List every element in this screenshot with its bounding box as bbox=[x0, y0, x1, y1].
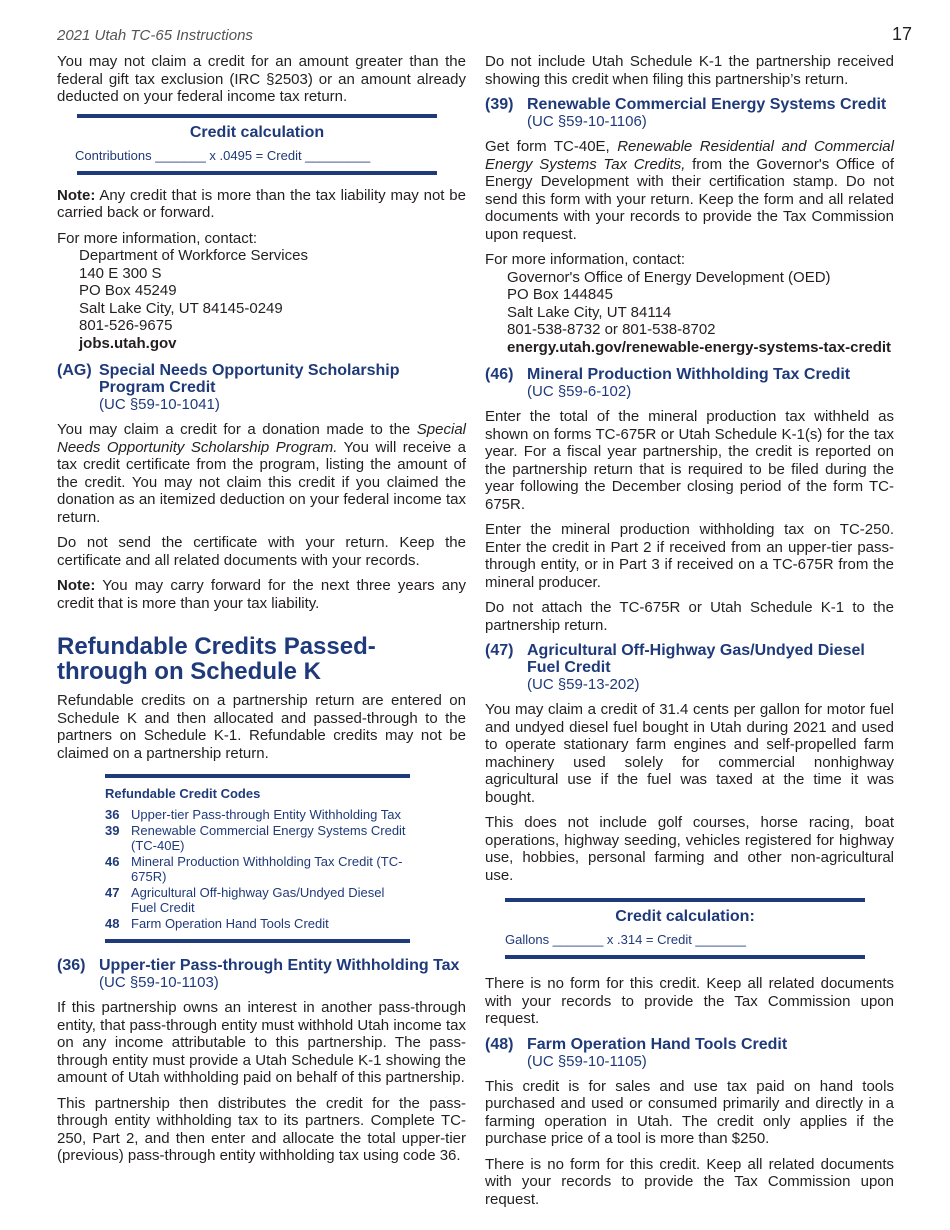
section-main-heading: Refundable Credits Passed-through on Schedule K bbox=[57, 633, 376, 685]
code-description: Agricultural Off-highway Gas/Undyed Diesel Fuel Credit bbox=[131, 884, 385, 915]
code-description: Mineral Production Withholding Tax Credit (TC-675R) bbox=[131, 853, 403, 884]
text-span: You will receive a tax credit certificate from the program, listing the amount of the credit. You may not claim this credit if you claimed the donation as an itemized deduction on your federal income tax return. bbox=[57, 438, 466, 526]
section-code: (47) bbox=[485, 642, 514, 659]
code-number: 47 bbox=[105, 884, 120, 900]
right-column bbox=[485, 53, 894, 1216]
section-title: Upper-tier Pass-through Entity Withholding Tax bbox=[99, 957, 460, 974]
contact-line: Salt Lake City, UT 84145-0249 bbox=[79, 299, 283, 317]
section-citation: (UC §59-10-1041) bbox=[99, 396, 220, 413]
note-text: Any credit that is more than the tax liability may not be carried back or forward. bbox=[57, 186, 466, 221]
contact-intro: For more information, contact: bbox=[57, 229, 258, 247]
section-title: Mineral Production Withholding Tax Credit bbox=[527, 366, 851, 383]
s46-paragraph-1: Enter the total of the mineral production tax withheld as shown on forms TC-675R or Utah Schedule K-1(s) for the tax year. For a fiscal year partnership, the credit is reported on the partnership return that is required to be filed during the year following the December closing period of the form TC-675R. bbox=[485, 408, 894, 513]
contact-line: Department of Workforce Services bbox=[79, 247, 308, 264]
section-title: Special Needs Opportunity Scholarship Program Credit bbox=[99, 362, 400, 396]
code-number: 46 bbox=[105, 853, 120, 869]
code-description: Upper-tier Pass-through Entity Withholding Tax bbox=[131, 807, 401, 822]
contact-block bbox=[79, 247, 466, 352]
code-row bbox=[105, 807, 410, 823]
s48-paragraph-2: There is no form for this credit. Keep all related documents with your records to provide the Tax Commission upon request. bbox=[485, 1155, 894, 1208]
section-title: Farm Operation Hand Tools Credit bbox=[527, 1035, 788, 1053]
section-code: (39) bbox=[485, 96, 514, 113]
section-code: (46) bbox=[485, 366, 514, 383]
section-heading-48 bbox=[485, 1036, 894, 1053]
intro-paragraph: Do not include Utah Schedule K-1 the partnership received showing this credit when filing this partnership’s return. bbox=[485, 53, 894, 88]
code-number: 39 bbox=[105, 822, 120, 838]
contact-website-link[interactable]: jobs.utah.gov bbox=[79, 334, 177, 352]
contact-line: 801-526-9675 bbox=[79, 317, 173, 334]
s36-paragraph-1: If this partnership owns an interest in another pass-through entity, that pass-through entity must withhold Utah income tax on any income attributable to this partnership. The pass-through entity must provide a Utah Schedule K-1 showing the amount of Utah withholding paid on behalf of this partnership. bbox=[57, 999, 466, 1086]
intro-paragraph: You may not claim a credit for an amount greater than the federal gift tax exclusion (IRC §2503) or an amount already deducted on your federal income tax return. bbox=[57, 53, 466, 105]
s46-paragraph-2: Enter the mineral production withholding tax on TC-250. Enter the credit in Part 2 if received from an upper-tier pass-through entity, or in Part 3 if received on a TC-675R from the mineral producer. bbox=[485, 521, 894, 591]
section-code: (48) bbox=[485, 1035, 514, 1053]
section-code: (AG) bbox=[57, 362, 92, 379]
section-citation: (UC §59-10-1105) bbox=[527, 1052, 647, 1070]
refundable-codes-box bbox=[105, 774, 410, 943]
program-name: Special Needs Opportunity Scholarship Program. bbox=[57, 421, 466, 456]
contact-line: Salt Lake City, UT 84114 bbox=[507, 303, 672, 321]
s46-paragraph-3: Do not attach the TC-675R or Utah Schedule K-1 to the partnership return. bbox=[485, 599, 894, 634]
section-citation: (UC §59-13-202) bbox=[527, 676, 640, 693]
s47-paragraph-3: There is no form for this credit. Keep all related documents with your records to provide the Tax Commission upon request. bbox=[485, 975, 894, 1027]
section-citation: (UC §59-6-102) bbox=[527, 383, 632, 400]
calc-formula: Contributions _______ x .0495 = Credit _________ bbox=[75, 147, 371, 163]
running-header: 2021 Utah TC-65 Instructions bbox=[57, 27, 253, 44]
section-heading-46 bbox=[485, 366, 894, 383]
calc-formula: Gallons _______ x .314 = Credit _______ bbox=[505, 932, 747, 947]
text-span: from the Governor's Office of Energy Development with their certification stamp. Do not send this form with your return. Keep the form and all related documents with your records to provide the Tax Commission upon request. bbox=[485, 155, 894, 243]
code-number: 36 bbox=[105, 807, 120, 822]
note-label: Note: bbox=[57, 186, 96, 204]
s48-paragraph-1: This credit is for sales and use tax paid on hand tools purchased and used or consumed primarily and directly in a farming operation in Utah. The credit only applies if the purchase price of a tool is more than $250. bbox=[485, 1077, 894, 1147]
note-paragraph-2 bbox=[57, 577, 466, 612]
text-span: You may claim a credit for a donation made to the bbox=[57, 421, 417, 438]
s36-paragraph-2: This partnership then distributes the credit for the pass-through entity withholding tax to its partners. Complete TC-250, Part 2, and then enter and allocate the total upper-tier (previous) pass-through entity withholding tax using code 36. bbox=[57, 1094, 466, 1164]
text-span: Get form TC-40E, bbox=[485, 138, 618, 155]
code-description: Farm Operation Hand Tools Credit bbox=[131, 915, 329, 931]
left-column bbox=[57, 53, 466, 1173]
contact-line: 140 E 300 S bbox=[79, 264, 162, 282]
section-citation: (UC §59-10-1103) bbox=[99, 974, 219, 991]
section-title: Agricultural Off-Highway Gas/Undyed Diesel Fuel Credit bbox=[527, 642, 865, 676]
section-code: (36) bbox=[57, 957, 86, 974]
code-row bbox=[105, 885, 410, 916]
section-heading-ag bbox=[57, 362, 466, 396]
contact-line: PO Box 45249 bbox=[79, 282, 177, 299]
code-description: Renewable Commercial Energy Systems Credit (TC-40E) bbox=[131, 822, 406, 853]
form-title: Renewable Residential and Commercial Energy Systems Tax Credits, bbox=[485, 138, 894, 173]
credit-calculation-box bbox=[77, 114, 437, 175]
contact-line: PO Box 144845 bbox=[507, 286, 613, 303]
s39-paragraph-1 bbox=[485, 138, 894, 243]
code-row bbox=[105, 854, 410, 885]
note-label: Note: bbox=[57, 577, 96, 594]
section-heading-36 bbox=[57, 957, 466, 974]
note-text: You may carry forward for the next three years any credit that is more than your tax liability. bbox=[57, 577, 466, 612]
contact-intro: For more information, contact: bbox=[485, 251, 686, 268]
note-paragraph bbox=[57, 187, 466, 222]
contact-block bbox=[507, 269, 894, 357]
calc-title: Credit calculation bbox=[189, 123, 325, 141]
section-title: Renewable Commercial Energy Systems Credit bbox=[527, 96, 887, 113]
codes-heading: Refundable Credit Codes bbox=[105, 786, 261, 801]
section-citation: (UC §59-10-1106) bbox=[527, 113, 647, 130]
s47-paragraph-2: This does not include golf courses, horse racing, boat operations, highway seeding, vehicles registered for highway use, hobbies, personal farming and other non-agricultural use. bbox=[485, 814, 894, 884]
refundable-intro: Refundable credits on a partnership return are entered on Schedule K and then allocated and passed-through to the partners on Schedule K-1. Refundable credits may not be claimed on a partnership return. bbox=[57, 692, 466, 762]
section-heading-39 bbox=[485, 96, 894, 113]
section-heading-47 bbox=[485, 642, 894, 676]
page-number: 17 bbox=[891, 24, 912, 44]
ag-paragraph-2: Do not send the certificate with your return. Keep the certificate and all related documents with your records. bbox=[57, 534, 466, 569]
contact-line: Governor's Office of Energy Development (OED) bbox=[507, 268, 831, 286]
code-row bbox=[105, 916, 410, 932]
calc-title: Credit calculation: bbox=[615, 908, 755, 925]
s47-paragraph-1: You may claim a credit of 31.4 cents per gallon for motor fuel and undyed diesel fuel bought in Utah during 2021 and used to operate stationary farm engines and self-propelled farm machinery used solely for commercial nonhighway agricultural use if the fuel was taxed at the time it was bought. bbox=[485, 701, 894, 806]
contact-website-link[interactable]: energy.utah.gov/renewable-energy-systems-tax-credit bbox=[507, 338, 892, 356]
code-row bbox=[105, 823, 410, 854]
ag-paragraph-1 bbox=[57, 421, 466, 526]
code-number: 48 bbox=[105, 915, 120, 931]
credit-calculation-box bbox=[505, 898, 865, 959]
contact-line: 801-538-8732 or 801-538-8702 bbox=[507, 321, 716, 338]
